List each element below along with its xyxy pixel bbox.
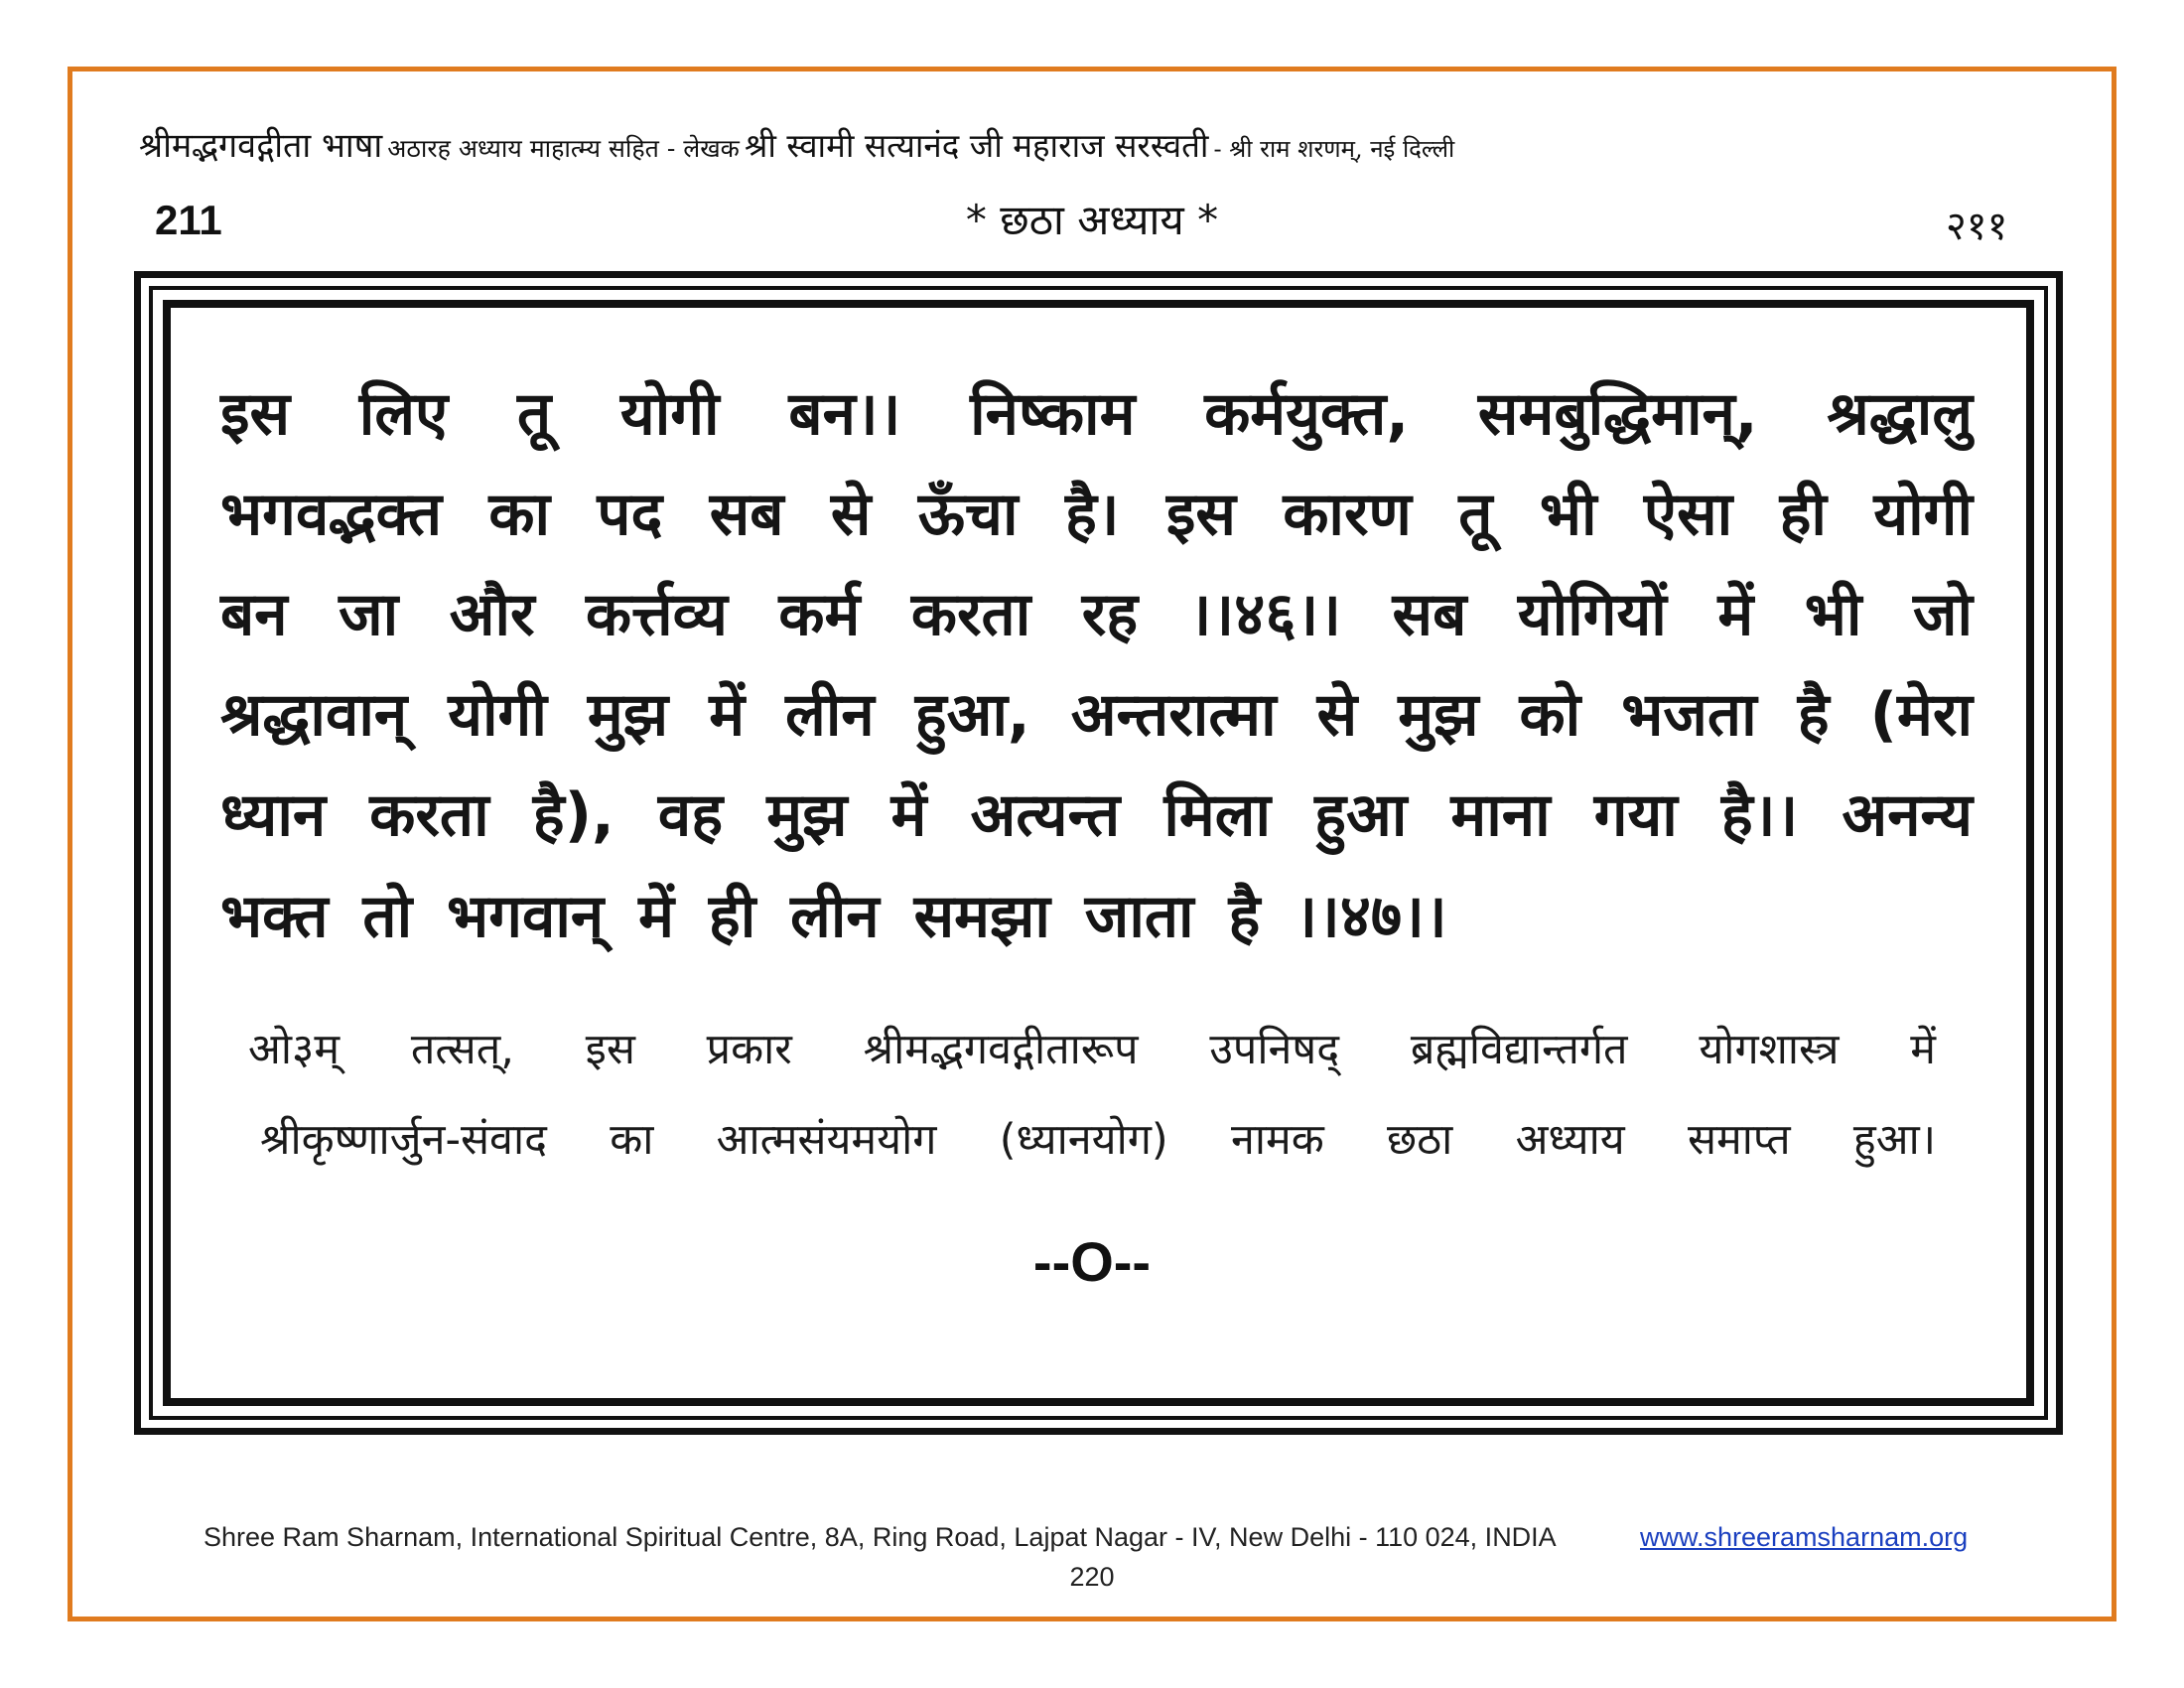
colophon-line: ओ३म् तत्सत्, इस प्रकार श्रीमद्भगवद्गीतारूप उपनिषद् ब्रह्मविद्यान्तर्गत योगशास्त्र में [248,1025,1936,1074]
page-number-right: २११ [1946,204,2008,249]
verse-line: इस लिए तू योगी बन।। निष्काम कर्मयुक्त, समबुद्धिमान्, श्रद्धालु [220,379,1973,449]
colophon-line: श्रीकृष्णार्जुन-संवाद का आत्मसंयमयोग (ध्यानयोग) नामक छठा अध्याय समाप्त हुआ। [260,1115,1936,1165]
pdf-page-number: 220 [1069,1562,1115,1592]
website-link[interactable]: www.shreeramsharnam.org [1640,1522,1969,1552]
verse-line: भक्त तो भगवान् में ही लीन समझा जाता है ।।४७।। [220,882,1447,951]
author-name: श्री स्वामी सत्यानंद जी महाराज सरस्वती [744,126,1209,165]
publisher-name: - श्री राम शरणम्, नई दिल्ली [1213,135,1455,163]
book-subtitle: अठारह अध्याय माहात्म्य सहित - लेखक [387,134,740,163]
verse-line: ध्यान करता है), वह मुझ में अत्यन्त मिला हुआ माना गया है।। अनन्य [220,780,1973,850]
chapter-end-mark: --O-- [1032,1230,1152,1293]
chapter-heading: * छठा अध्याय * [965,196,1219,244]
verse-line: भगवद्भक्त का पद सब से ऊँचा है। इस कारण तू भी ऐसा ही योगी [220,480,1973,549]
book-title: श्रीमद्भगवद्गीता भाषा [139,126,383,166]
footer-address: Shree Ram Sharnam, International Spiritual Centre, 8A, Ring Road, Lajpat Nagar - IV, New Delhi - 110 024, INDIA [204,1522,1557,1552]
verse-line: बन जा और कर्त्तव्य कर्म करता रह ।।४६।। सब योगियों में भी जो [220,580,1973,649]
verse-line: श्रद्धावान् योगी मुझ में लीन हुआ, अन्तरात्मा से मुझ को भजता है (मेरा [220,680,1973,750]
page-number-left: 211 [155,197,222,243]
header-title [139,121,2065,171]
